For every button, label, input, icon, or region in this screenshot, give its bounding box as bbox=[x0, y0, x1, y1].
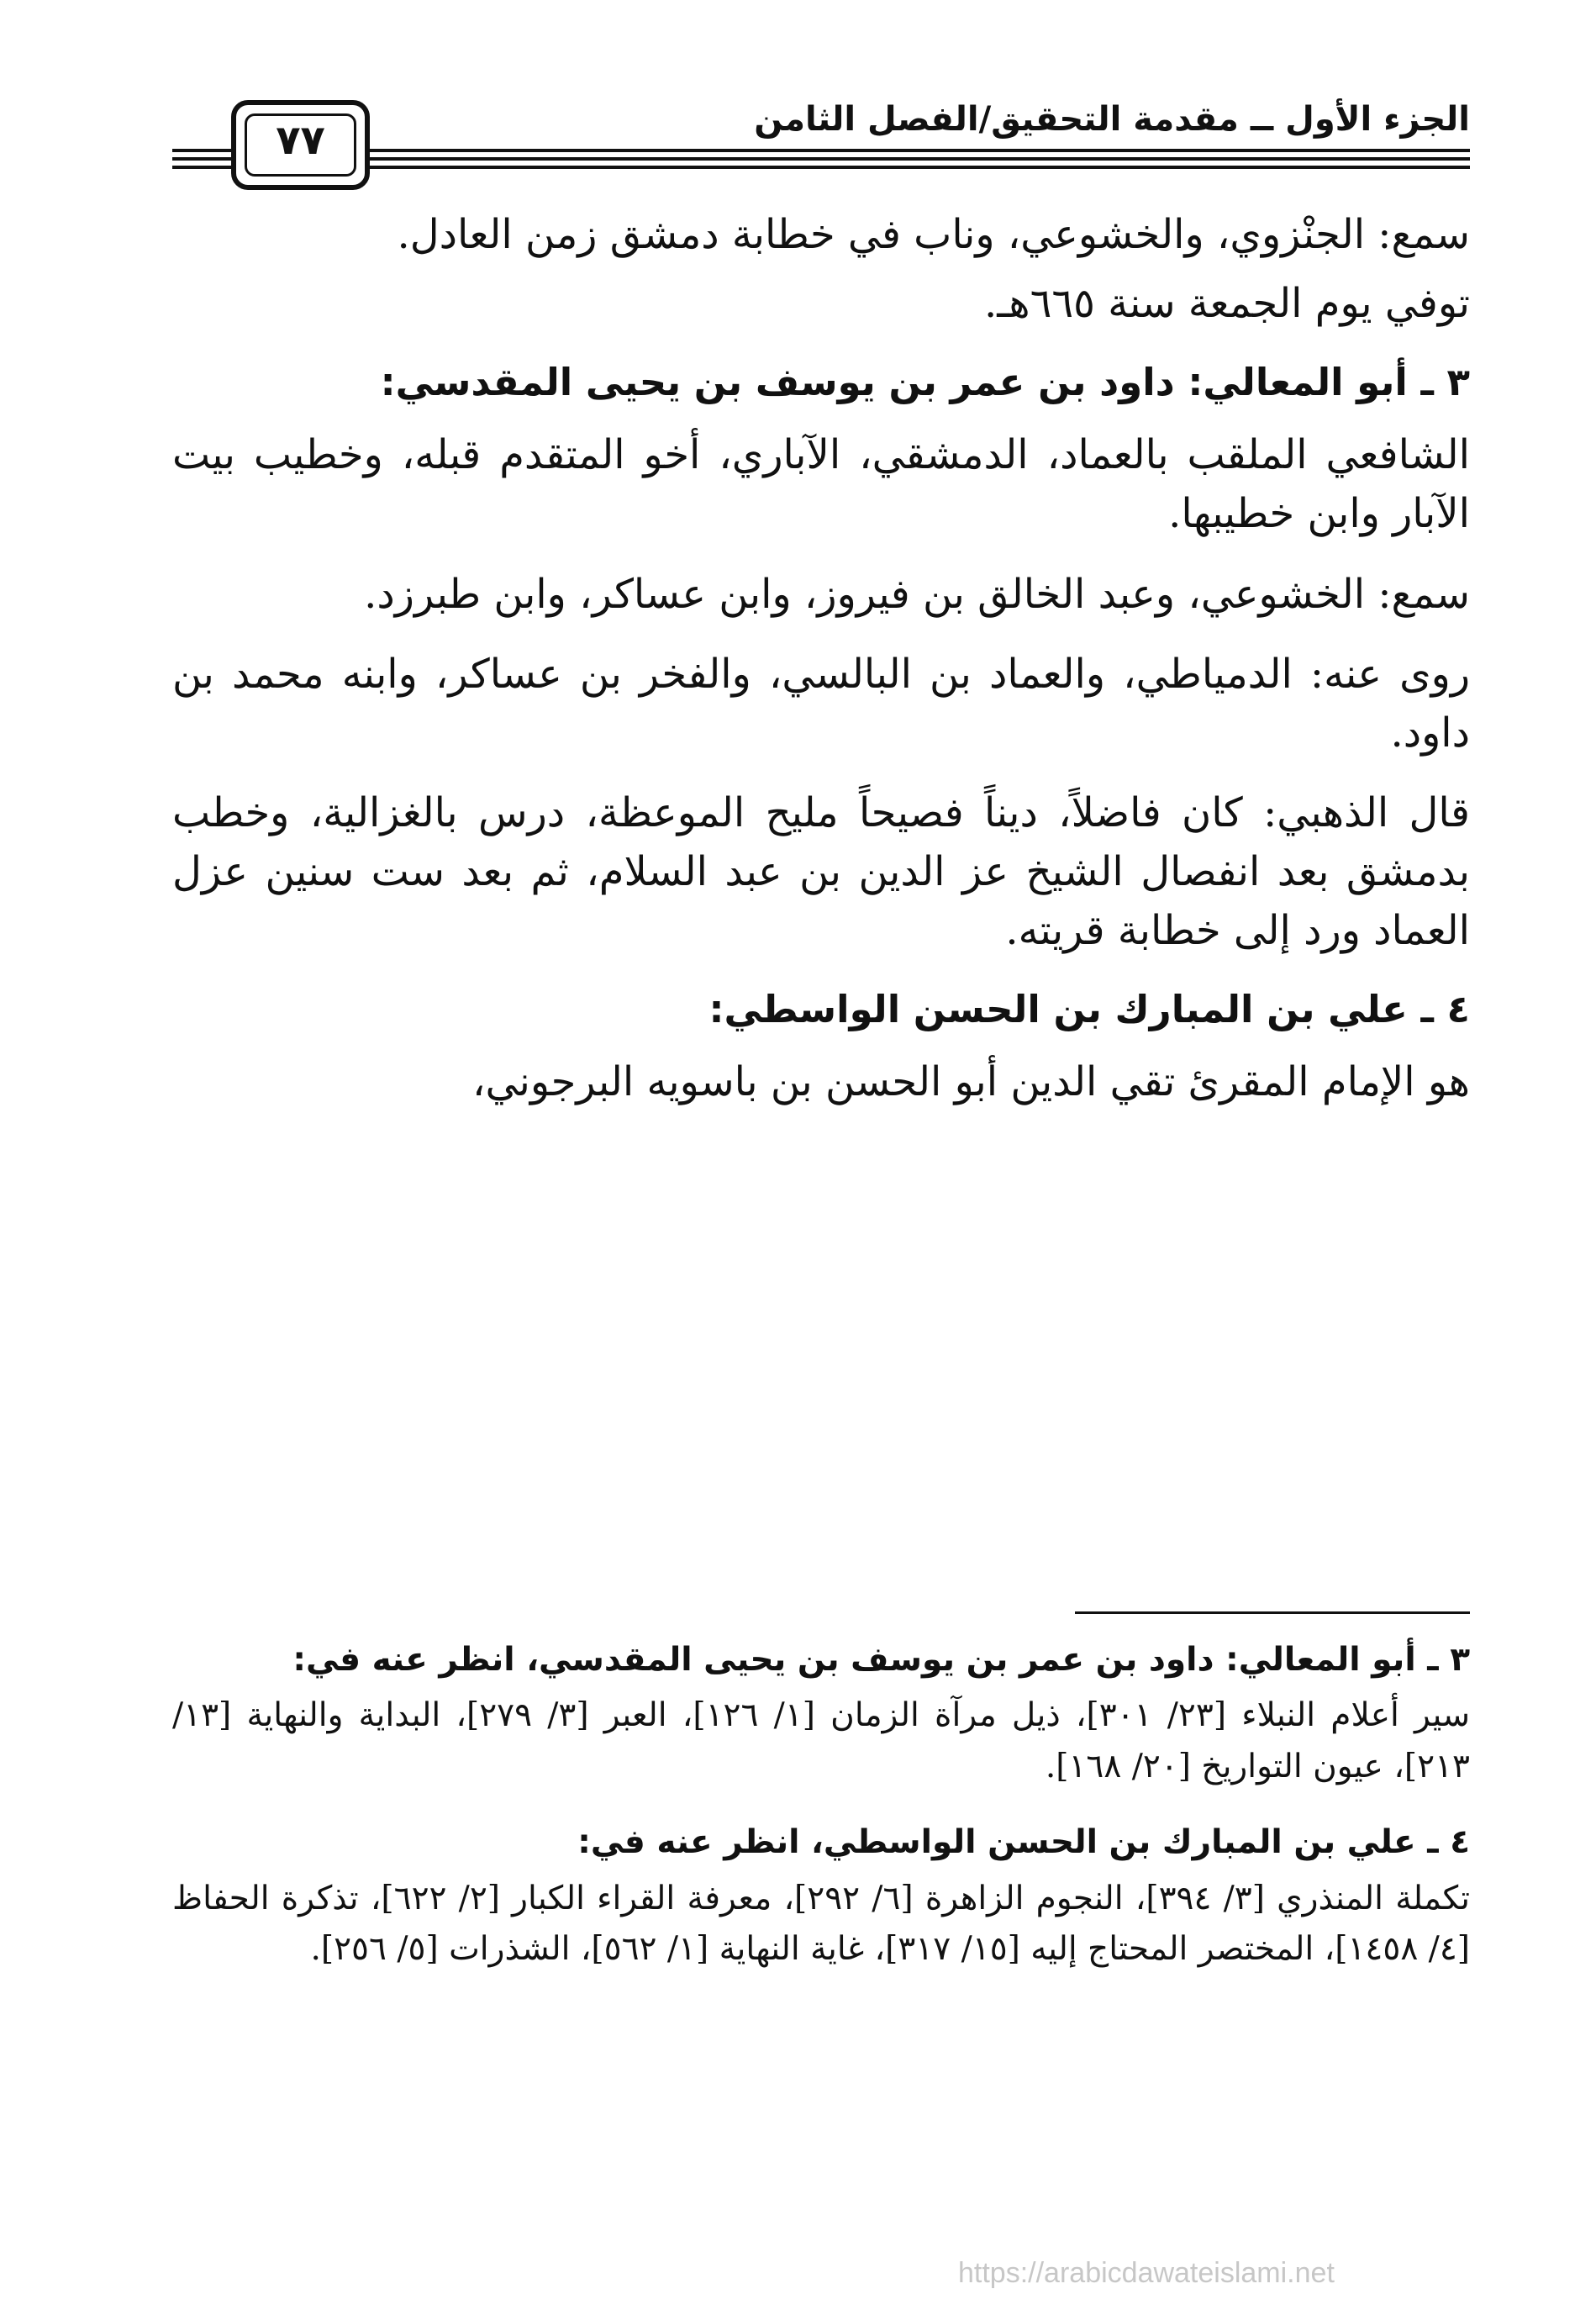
watermark-url: https://arabicdawateislami.net bbox=[958, 2257, 1335, 2289]
page-number-frame bbox=[231, 100, 370, 190]
main-text bbox=[172, 206, 1470, 1134]
paragraph-description-4: هو الإمام المقرئ تقي الدين أبو الحسن بن باسويه البرجوني، bbox=[472, 1058, 1470, 1106]
footnote-4-text: تكملة المنذري [٣/ ٣٩٤]، النجوم الزاهرة [٦/ ٢٩٢]، معرفة القراء الكبار [٢/ ٦٢٢]، تذكرة الحفاظ [٤/ ١٤٥٨]، المختصر المحتاج إليه [١٥/ ٣١٧]، غاية النهاية [١/ ٥٦٢]، الشذرات [٥/ ٢٥٦]. bbox=[172, 1879, 1470, 1969]
footnote-4-heading: ٤ ـ علي بن المبارك بن الحسن الواسطي، انظر عنه في: bbox=[577, 1823, 1470, 1862]
paragraph-sama-previous: سمع: الجنْزوي، والخشوعي، وناب في خطابة دمشق زمن العادل. bbox=[397, 211, 1470, 258]
paragraph-description-3: الشافعي الملقب بالعماد، الدمشقي، الآباري، أخو المتقدم قبله، وخطيب بيت الآبار وابن خطيبها. bbox=[172, 431, 1471, 538]
paragraph-dhahabi-3: قال الذهبي: كان فاضلاً، ديناً فصيحاً مليح الموعظة، درس بالغزالية، وخطب بدمشق بعد انفصال الشيخ عز الدين بن عبد السلام، ثم بعد ست سنين عزل العماد ورد إلى خطابة قريته. bbox=[172, 789, 1471, 954]
footnote-3 bbox=[172, 1635, 1470, 1792]
running-header-title: الجزء الأول ــ مقدمة التحقيق/الفصل الثامن bbox=[754, 100, 1470, 139]
footnote-3-heading: ٣ ـ أبو المعالي: داود بن عمر بن يوسف بن يحيى المقدسي، انظر عنه في: bbox=[292, 1641, 1470, 1679]
paragraph-heard-3: سمع: الخشوعي، وعبد الخالق بن فيروز، وابن عساكر، وابن طبرزد. bbox=[364, 570, 1470, 618]
footnote-4 bbox=[172, 1817, 1470, 1975]
page-number: ٧٧ bbox=[276, 117, 325, 164]
paragraph-narrated-3: روى عنه: الدمياطي، والعماد بن البالسي، والفخر بن عساكر، وابنه محمد بن داود. bbox=[172, 651, 1470, 757]
footnote-separator bbox=[1075, 1611, 1470, 1614]
footnote-3-text: سير أعلام النبلاء [٢٣/ ٣٠١]، ذيل مرآة الزمان [١/ ١٢٦]، العبر [٣/ ٢٧٩]، البداية والنهاية [١٣/ ٢١٣]، عيون التواريخ [٢٠/ ١٦٨]. bbox=[172, 1696, 1470, 1785]
entry-heading-4: ٤ ـ علي بن المبارك بن الحسن الواسطي: bbox=[708, 987, 1470, 1032]
footnotes bbox=[172, 1635, 1470, 2001]
paragraph-death-date: توفي يوم الجمعة سنة ٦٦٥هـ. bbox=[983, 279, 1470, 327]
entry-heading-3: ٣ ـ أبو المعالي: داود بن عمر بن يوسف بن يحيى المقدسي: bbox=[380, 360, 1470, 405]
